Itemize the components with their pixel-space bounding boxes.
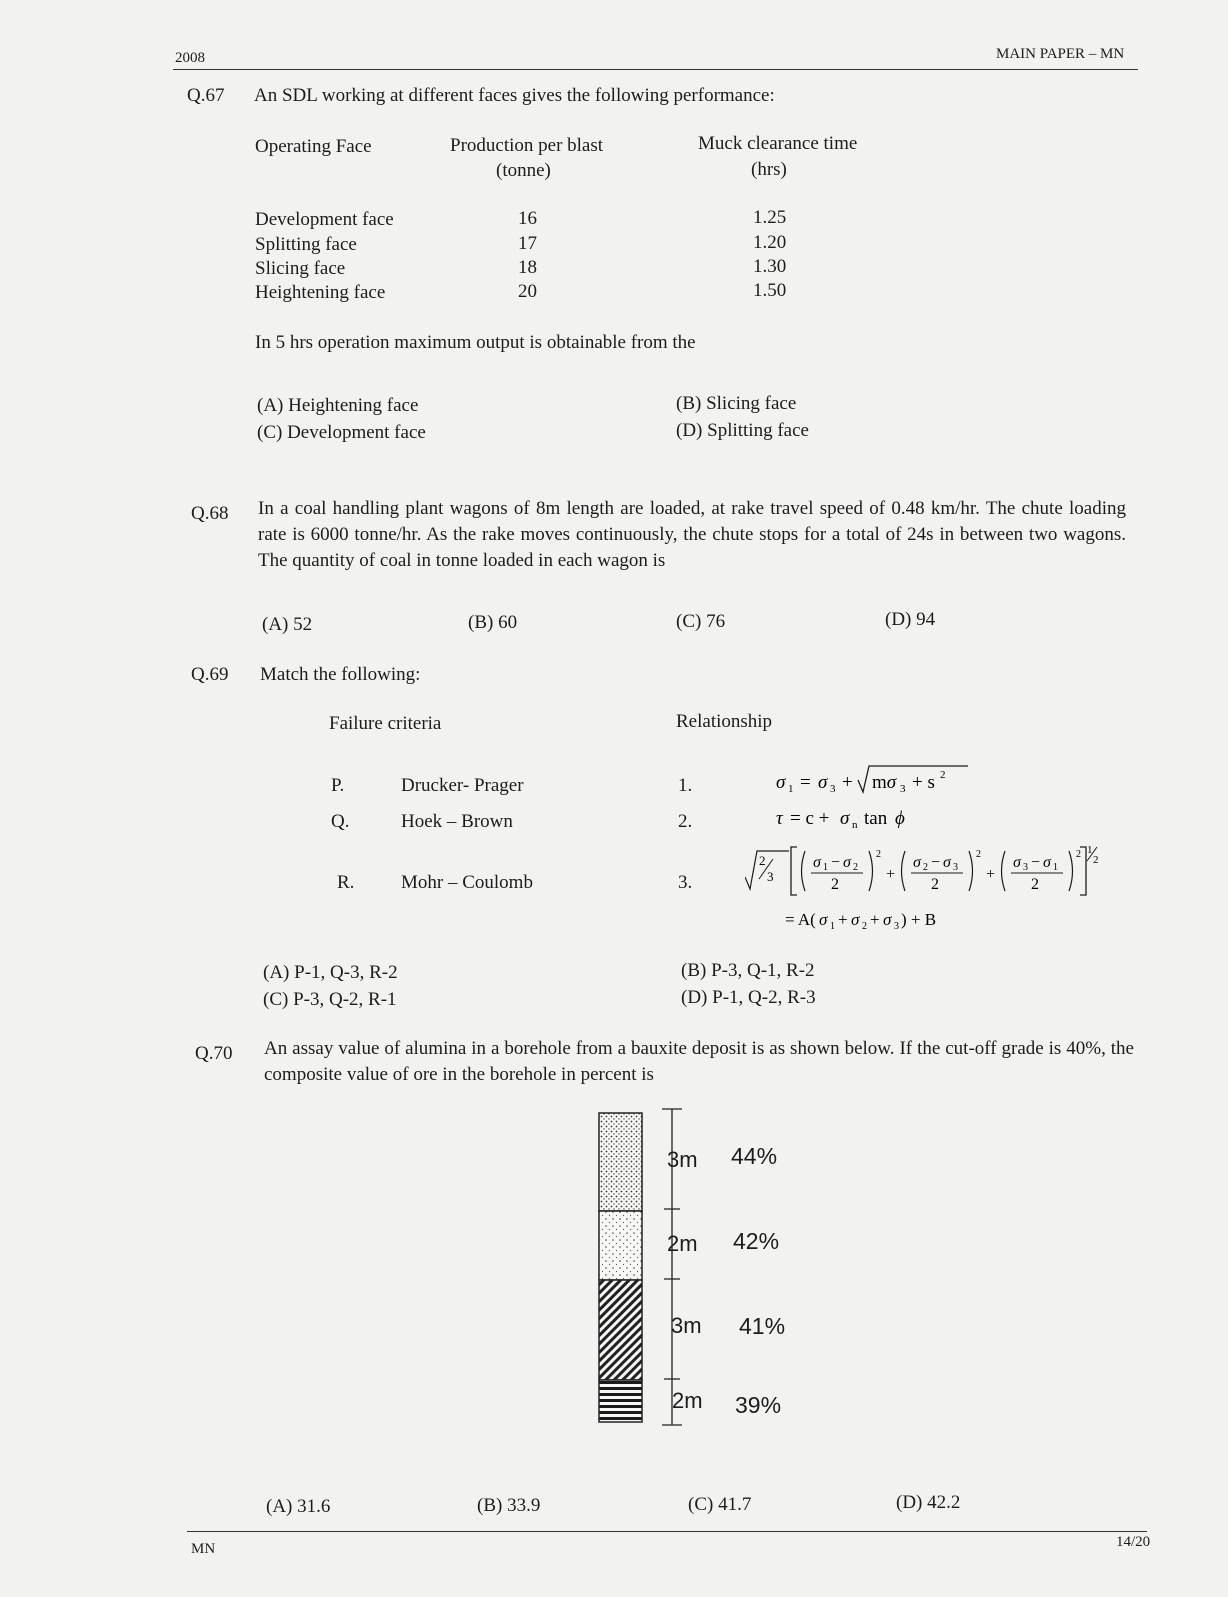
q67-text: An SDL working at different faces gives the following performance:: [254, 85, 775, 106]
svg-text:tan: tan: [864, 808, 888, 829]
q70-option-c[interactable]: (C) 41.7: [688, 1494, 752, 1515]
svg-text:+: +: [886, 866, 896, 883]
svg-text:σ: σ: [843, 854, 851, 871]
svg-text:σ: σ: [1043, 854, 1051, 871]
header-paper: MAIN PAPER – MN: [996, 46, 1125, 62]
borehole-layer-3: [599, 1280, 642, 1380]
q67-option-b[interactable]: (B) Slicing face: [676, 393, 797, 414]
q69-col-criteria: Failure criteria: [329, 713, 442, 734]
q67-row-muck: 1.25: [753, 207, 787, 228]
q69-formula-mohr-coulomb: [760, 796, 960, 836]
q69-option-d[interactable]: (D) P-1, Q-2, R-3: [681, 987, 816, 1008]
q68-option-c[interactable]: (C) 76: [676, 611, 726, 632]
q67-header-muck-unit: (hrs): [751, 159, 787, 180]
q69-number: Q.69: [191, 664, 229, 685]
svg-text:2: 2: [931, 876, 939, 893]
svg-text:σ: σ: [776, 772, 786, 793]
svg-text:3: 3: [894, 921, 899, 932]
svg-text:2: 2: [923, 862, 928, 873]
q69-rel-number: 2.: [678, 811, 693, 832]
footer-code: MN: [191, 1541, 216, 1557]
svg-text:+: +: [986, 866, 996, 883]
q67-row-prod: 16: [518, 208, 537, 229]
q67-row-face: Heightening face: [255, 282, 386, 303]
q70-option-d[interactable]: (D) 42.2: [896, 1492, 961, 1513]
q68-option-d[interactable]: (D) 94: [885, 609, 936, 630]
q67-row-muck: 1.30: [753, 256, 787, 277]
svg-text:) + B: ) + B: [901, 910, 937, 929]
svg-text:1: 1: [1053, 862, 1058, 873]
borehole-layer-4: [599, 1380, 642, 1422]
q70-option-a[interactable]: (A) 31.6: [266, 1496, 331, 1517]
svg-text:2: 2: [940, 769, 946, 781]
q67-header-prod: Production per blast: [450, 135, 604, 156]
svg-text:σ: σ: [813, 854, 821, 871]
svg-text:+ s: + s: [912, 772, 935, 793]
q67-row-face: Slicing face: [255, 258, 346, 279]
q69-col-relationship: Relationship: [676, 711, 773, 732]
q67-row-face: Splitting face: [255, 234, 357, 255]
svg-text:3: 3: [1023, 862, 1028, 873]
borehole-layer-1: [599, 1113, 642, 1211]
svg-text:1: 1: [788, 783, 794, 795]
svg-text:+: +: [842, 772, 853, 793]
svg-text:n: n: [852, 819, 858, 831]
footer-rule: [187, 1531, 1147, 1532]
q70-option-b[interactable]: (B) 33.9: [477, 1495, 541, 1516]
svg-text:+: +: [838, 910, 848, 929]
svg-text:3: 3: [953, 862, 958, 873]
q69-item-label: Q.: [331, 811, 350, 832]
svg-text:σ: σ: [851, 910, 860, 929]
svg-text:3: 3: [900, 783, 906, 795]
layer-thickness: 2m: [672, 1388, 703, 1413]
q68-number: Q.68: [191, 503, 229, 524]
header-rule: [173, 69, 1138, 70]
layer-grade: 42%: [733, 1228, 780, 1254]
layer-thickness: 3m: [671, 1313, 702, 1338]
q67-row-prod: 17: [518, 233, 537, 254]
header-year: 2008: [175, 50, 205, 66]
q69-formula-drucker-prager: [745, 843, 1105, 943]
svg-text:2: 2: [862, 921, 867, 932]
svg-text:1: 1: [1087, 844, 1093, 856]
q67-header-face: Operating Face: [255, 136, 372, 157]
q69-item-name: Hoek – Brown: [401, 811, 513, 832]
q67-number: Q.67: [187, 85, 225, 106]
q67-row-muck: 1.50: [753, 280, 787, 301]
q69-option-b[interactable]: (B) P-3, Q-1, R-2: [681, 960, 815, 981]
svg-text:= A(: = A(: [785, 910, 816, 929]
q70-text: An assay value of alumina in a borehole from a bauxite deposit is as shown below. If the cut-off grade is 40%, the composite value of ore in the borehole in percent is: [264, 1038, 1134, 1085]
q67-option-c[interactable]: (C) Development face: [257, 422, 426, 443]
q67-row-prod: 18: [518, 257, 537, 278]
svg-text:σ: σ: [883, 910, 892, 929]
q69-item-name: Mohr – Coulomb: [401, 872, 533, 893]
layer-grade: 39%: [735, 1392, 782, 1418]
q67-row-muck: 1.20: [753, 232, 787, 253]
q70-number: Q.70: [195, 1043, 233, 1064]
svg-text:2: 2: [853, 862, 858, 873]
borehole-layer-2: [599, 1211, 642, 1280]
q69-item-name: Drucker- Prager: [401, 775, 524, 796]
q68-option-b[interactable]: (B) 60: [468, 612, 518, 633]
svg-text:=: =: [800, 772, 811, 793]
svg-text:−: −: [931, 854, 941, 871]
svg-text:2: 2: [831, 876, 839, 893]
layer-grade: 41%: [739, 1313, 786, 1339]
q67-option-d[interactable]: (D) Splitting face: [676, 420, 809, 441]
q67-row-prod: 20: [518, 281, 537, 302]
layer-thickness: 3m: [667, 1147, 698, 1172]
svg-text:−: −: [831, 854, 841, 871]
q69-rel-number: 3.: [678, 872, 693, 893]
layer-thickness: 2m: [667, 1231, 698, 1256]
layer-grade: 44%: [731, 1143, 778, 1169]
svg-text:2: 2: [1076, 849, 1081, 860]
svg-text:σ: σ: [819, 910, 828, 929]
q67-row-face: Development face: [255, 209, 394, 230]
svg-text:2: 2: [876, 849, 881, 860]
q67-option-a[interactable]: (A) Heightening face: [257, 395, 419, 416]
svg-text:3: 3: [767, 869, 774, 884]
footer-page: 14/20: [1116, 1534, 1151, 1550]
svg-text:2: 2: [976, 849, 981, 860]
q69-rel-number: 1.: [678, 775, 693, 796]
svg-text:σ: σ: [818, 772, 828, 793]
svg-text:2: 2: [759, 853, 766, 868]
svg-text:= c +: = c +: [790, 808, 830, 829]
q69-option-a[interactable]: (A) P-1, Q-3, R-2: [263, 962, 398, 983]
q69-item-label: R.: [337, 872, 355, 893]
svg-text:ϕ: ϕ: [895, 808, 905, 829]
svg-text:3: 3: [830, 783, 836, 795]
q67-header-muck: Muck clearance time: [698, 133, 858, 154]
svg-text:2: 2: [1031, 876, 1039, 893]
q68-option-a[interactable]: (A) 52: [262, 614, 313, 635]
svg-text:σ: σ: [1013, 854, 1021, 871]
svg-text:σ: σ: [840, 808, 850, 829]
q67-prompt: In 5 hrs operation maximum output is obtainable from the: [255, 332, 696, 353]
svg-text:+: +: [870, 910, 880, 929]
q69-option-c[interactable]: (C) P-3, Q-2, R-1: [263, 989, 397, 1010]
svg-text:−: −: [1031, 854, 1041, 871]
borehole-log-diagram: [590, 1105, 830, 1435]
q69-formula-hoek-brown: [760, 760, 980, 800]
svg-text:τ: τ: [776, 808, 783, 829]
svg-text:mσ: mσ: [872, 772, 897, 793]
svg-text:σ: σ: [943, 854, 951, 871]
svg-text:1: 1: [830, 921, 835, 932]
svg-text:σ: σ: [913, 854, 921, 871]
q68-text: In a coal handling plant wagons of 8m length are loaded, at rake travel speed of 0.48 km/hr. The chute loading rate is 6000 tonne/hr. As the rake moves continuously, the chute stops for a total of 24s in between two wagons. The quantity of coal in tonne loaded in each wagon is: [258, 498, 1126, 571]
svg-text:2: 2: [1093, 854, 1099, 866]
q67-header-prod-unit: (tonne): [496, 160, 551, 181]
q69-item-label: P.: [331, 775, 345, 796]
svg-text:1: 1: [823, 862, 828, 873]
q69-text: Match the following:: [260, 664, 421, 685]
